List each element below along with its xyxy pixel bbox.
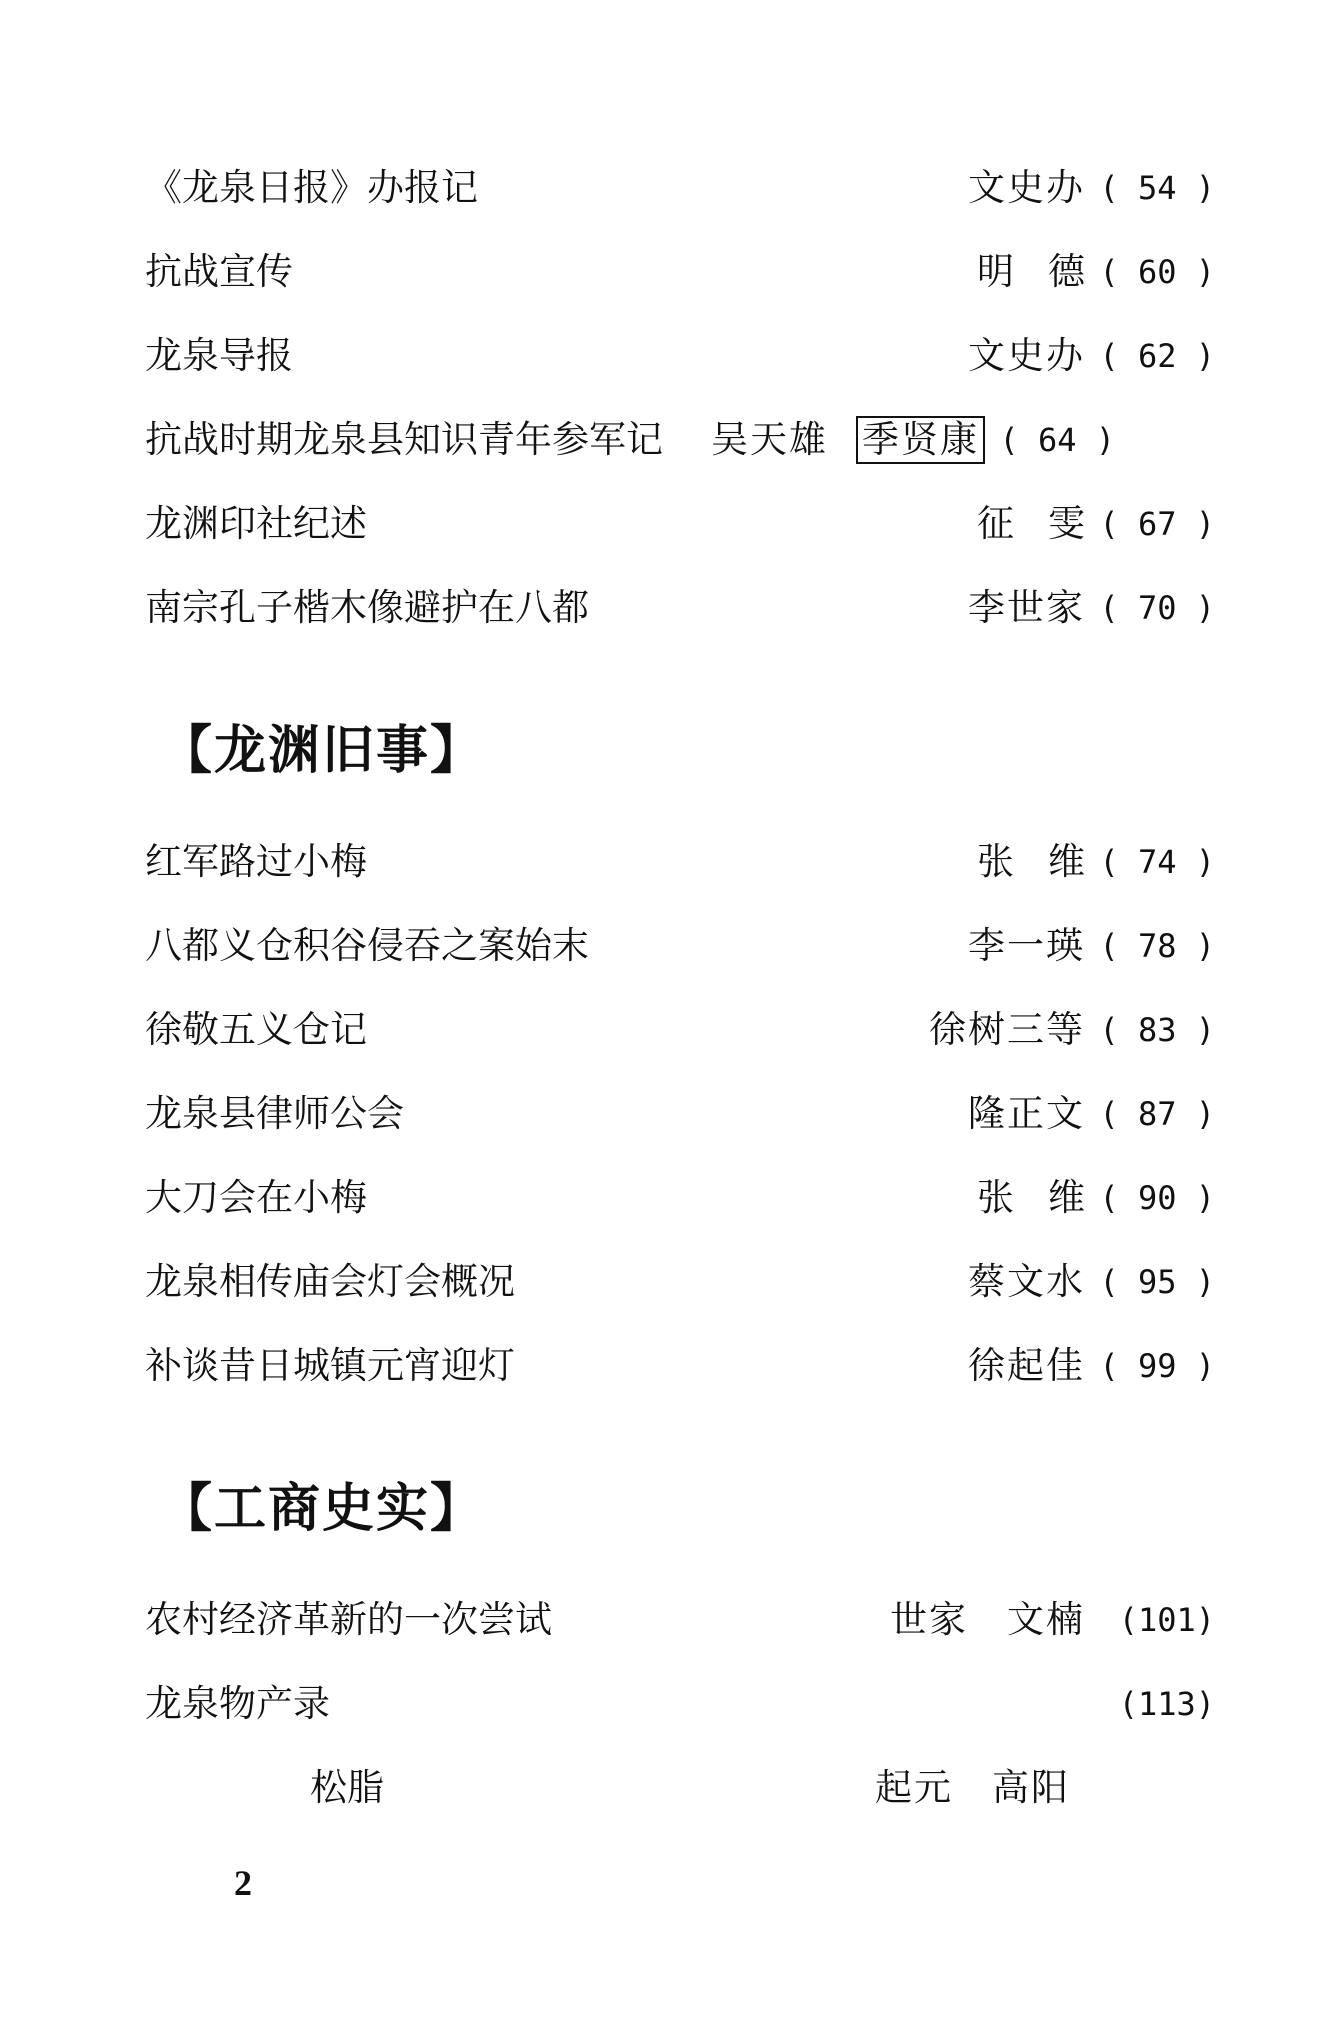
toc-entry <box>145 494 1215 554</box>
dot-leader <box>369 494 975 554</box>
entry-title: 补谈昔日城镇元宵迎灯 <box>145 1344 515 1387</box>
entry-page: ( 95 ) <box>1099 1263 1215 1301</box>
toc-entry <box>145 1084 1215 1144</box>
dot-leader <box>517 1252 966 1312</box>
entry-author: 世家 文楠 <box>890 1598 1085 1641</box>
entry-page: ( 90 ) <box>1099 1179 1215 1217</box>
entry-title: 《龙泉日报》办报记 <box>145 166 478 209</box>
entry-page: ( 99 ) <box>1099 1347 1215 1385</box>
dot-leader <box>332 1674 1083 1734</box>
toc-entry <box>145 1336 1215 1396</box>
entry-author: 隆正文 <box>968 1092 1085 1135</box>
entry-author: 张维 <box>977 840 1119 883</box>
entry-author-boxed: 季贤康 <box>856 416 985 464</box>
entry-page: (113) <box>1118 1685 1215 1723</box>
dot-leader <box>369 1000 927 1060</box>
toc-entry <box>145 1674 1215 1734</box>
section-heading: 【工商史实】 <box>160 1479 485 1539</box>
entry-title: 抗战时期龙泉县知识青年参军记 <box>145 418 663 461</box>
entry-title: 八都义仓积谷侵吞之案始末 <box>145 924 589 967</box>
entry-title: 抗战宣传 <box>145 250 293 293</box>
dot-leader <box>406 1084 966 1144</box>
entry-title: 龙泉相传庙会灯会概况 <box>145 1260 515 1303</box>
entry-page: ( 74 ) <box>1099 843 1215 881</box>
toc-entry <box>145 158 1215 218</box>
dot-leader <box>591 916 966 976</box>
entry-title: 南宗孔子楷木像避护在八都 <box>145 586 589 629</box>
dot-leader <box>369 832 975 892</box>
toc-subentry <box>310 1758 1070 1818</box>
entry-title: 农村经济革新的一次尝试 <box>145 1598 552 1641</box>
entry-title: 红军路过小梅 <box>145 840 367 883</box>
entry-author: 李世家 <box>968 586 1085 629</box>
entry-page: ( 62 ) <box>1099 337 1215 375</box>
entry-page: ( 70 ) <box>1099 589 1215 627</box>
entry-page: ( 78 ) <box>1099 927 1215 965</box>
entry-page: ( 54 ) <box>1099 169 1215 207</box>
toc-entry <box>145 578 1215 638</box>
entry-title: 龙泉导报 <box>145 334 293 377</box>
toc-entry <box>145 1590 1215 1650</box>
entry-title: 龙泉物产录 <box>145 1682 330 1725</box>
entry-page: ( 60 ) <box>1099 253 1215 291</box>
toc-entry <box>145 326 1215 386</box>
toc-entry <box>145 916 1215 976</box>
toc-entry <box>145 1252 1215 1312</box>
entry-author: 徐树三等 <box>929 1008 1085 1051</box>
entry-title: 松脂 <box>310 1766 384 1809</box>
entry-author: 李一瑛 <box>968 924 1085 967</box>
entry-author: 徐起佳 <box>968 1344 1085 1387</box>
entry-title: 龙渊印社纪述 <box>145 502 367 545</box>
entry-page: ( 87 ) <box>1099 1095 1215 1133</box>
toc-entry <box>145 410 1215 470</box>
dot-leader <box>665 410 709 470</box>
toc-entry <box>145 1000 1215 1060</box>
dot-leader <box>591 578 966 638</box>
dot-leader <box>480 158 966 218</box>
entry-page: (101) <box>1118 1601 1215 1639</box>
entry-author: 张维 <box>977 1176 1119 1219</box>
dot-leader <box>554 1590 888 1650</box>
dot-leader <box>369 1168 975 1228</box>
toc-entry <box>145 832 1215 892</box>
entry-page: ( 64 ) <box>999 421 1115 459</box>
dot-leader <box>386 1758 873 1818</box>
entry-author: 文史办 <box>968 166 1085 209</box>
entry-page: ( 83 ) <box>1099 1011 1215 1049</box>
dot-leader <box>295 326 966 386</box>
dot-leader <box>517 1336 966 1396</box>
entry-title: 大刀会在小梅 <box>145 1176 367 1219</box>
section-heading: 【龙渊旧事】 <box>160 721 485 781</box>
dot-leader <box>295 242 975 302</box>
toc-entry <box>145 242 1215 302</box>
entry-author: 起元 高阳 <box>875 1766 1070 1809</box>
entry-title: 龙泉县律师公会 <box>145 1092 404 1135</box>
page-number: 2 <box>234 1863 252 1903</box>
entry-author: 蔡文水 <box>968 1260 1085 1303</box>
entry-title: 徐敬五义仓记 <box>145 1008 367 1051</box>
toc-entry <box>145 1168 1215 1228</box>
entry-author: 文史办 <box>968 334 1085 377</box>
entry-page: ( 67 ) <box>1099 505 1215 543</box>
entry-author: 征雯 <box>977 502 1119 545</box>
entry-author: 吴天雄 <box>711 418 828 461</box>
entry-author: 明德 <box>977 250 1119 293</box>
